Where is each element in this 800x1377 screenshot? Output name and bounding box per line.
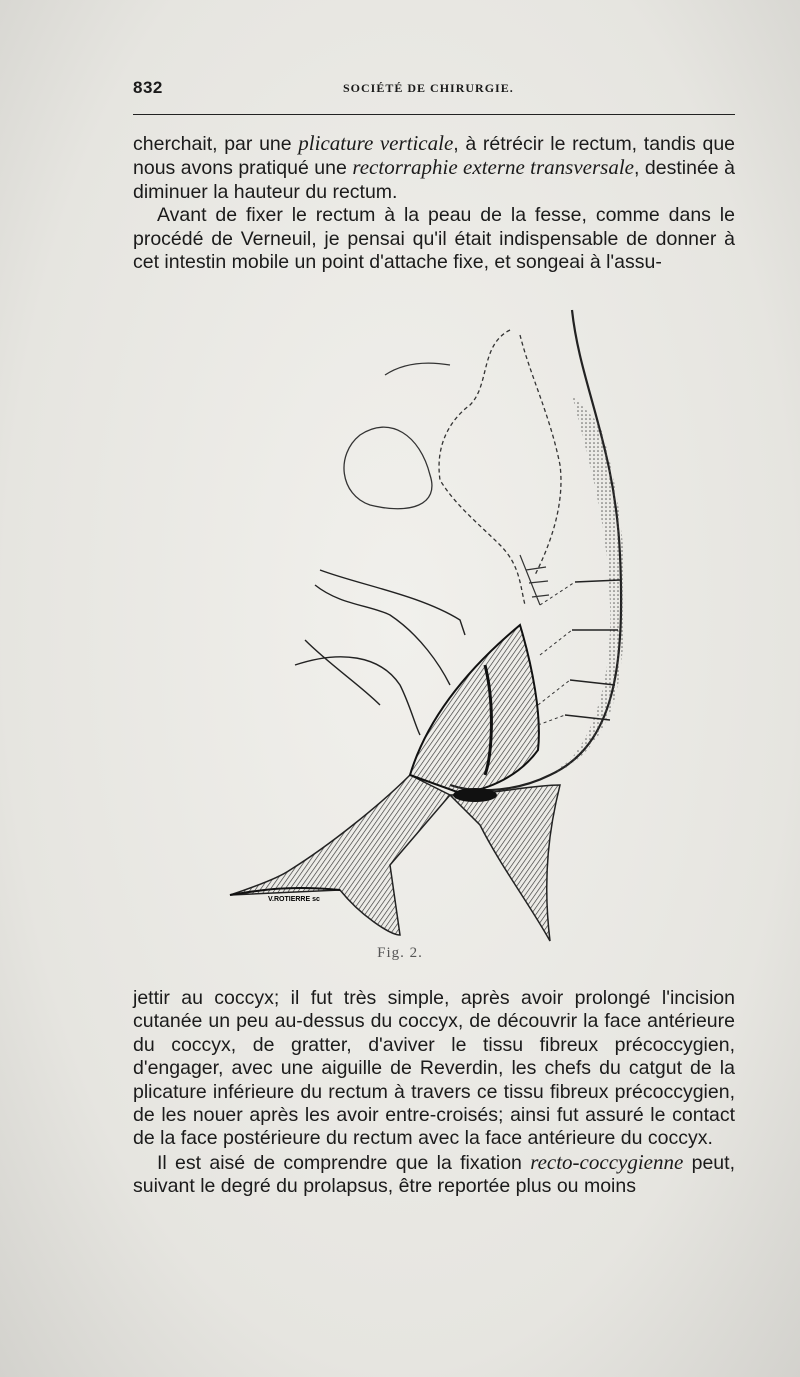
paragraph-verneuil: Avant de fixer le rectum à la peau de la fesse, comme dans le procédé de Verneuil, je pensai qu'il était indispensable de donner à cet intestin mobile un point d'attache fixe, et songeai à l'assu- <box>133 204 735 274</box>
paragraph-continuation: cherchait, par une plicature verticale, à rétrécir le rectum, tandis que nous avons pratiqué une rectorraphie externe transversale, destinée à diminuer la hauteur du rectum. <box>133 131 736 203</box>
page-number: 832 <box>133 78 163 97</box>
bottom-text-block <box>133 987 735 1199</box>
running-head: SOCIÉTÉ DE CHIRURGIE. <box>343 81 514 95</box>
header-rule <box>133 114 735 115</box>
paragraph-coccyx: jettir au coccyx; il fut très simple, après avoir prolongé l'incision cutanée un peu au-dessus du coccyx, de découvrir la face antérieure du coccyx, de gratter, d'aviver le tissu fibreux précoccygien, d'engager, avec une aiguille de Reverdin, les chefs du catgut de la plicature inférieure du rectum à travers ce tissu fibreux précoccygien, de les nouer après les avoir entre-croisés; ainsi fut assuré le contact de la face postérieure du rectum avec la face antérieure du coccyx. <box>133 987 735 1150</box>
engraver-signature: V.ROTIERRE sc <box>268 896 320 903</box>
rectum-fixation-drawing <box>220 305 660 945</box>
page-header <box>133 78 735 102</box>
surgical-illustration <box>220 305 660 945</box>
top-text-block <box>133 132 735 274</box>
paragraph-fixation: Il est aisé de comprendre que la fixation recto-coccygienne peut, suivant le degré du prolapsus, être reportée plus ou moins <box>133 1149 735 1198</box>
figure-caption: Fig. 2. <box>377 945 423 961</box>
